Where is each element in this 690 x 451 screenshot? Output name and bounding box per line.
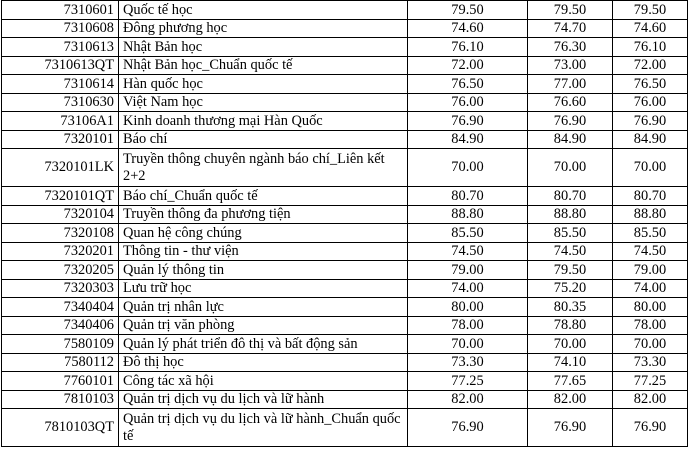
program-name: Nhật Bản học (119, 38, 408, 57)
program-code: 7320303 (2, 279, 119, 298)
program-name: Công tác xã hội (119, 372, 408, 391)
score-3: 77.25 (613, 372, 688, 391)
table-row (2, 298, 688, 317)
program-name: Lưu trữ học (119, 279, 408, 298)
score-1: 74.50 (408, 242, 528, 261)
score-3: 78.00 (613, 316, 688, 335)
score-1: 76.90 (408, 409, 528, 447)
score-3: 85.50 (613, 224, 688, 243)
score-1: 77.25 (408, 372, 528, 391)
program-name: Quan hệ công chúng (119, 224, 408, 243)
program-name: Truyền thông đa phương tiện (119, 205, 408, 224)
score-2: 77.65 (528, 372, 613, 391)
table-row (2, 56, 688, 75)
program-code: 7760101 (2, 372, 119, 391)
score-2: 79.50 (528, 261, 613, 280)
program-code: 7320101 (2, 130, 119, 149)
table-row (2, 149, 688, 187)
score-1: 84.90 (408, 130, 528, 149)
score-2: 77.00 (528, 75, 613, 94)
score-2: 76.90 (528, 112, 613, 131)
score-2: 76.90 (528, 409, 613, 447)
score-2: 76.60 (528, 93, 613, 112)
program-code: 7320101LK (2, 149, 119, 187)
score-2: 82.00 (528, 390, 613, 409)
program-name: Thông tin - thư viện (119, 242, 408, 261)
score-3: 79.50 (613, 1, 688, 20)
program-code: 7320104 (2, 205, 119, 224)
score-2: 74.10 (528, 353, 613, 372)
table-row (2, 112, 688, 131)
score-1: 80.00 (408, 298, 528, 317)
table-row (2, 224, 688, 243)
program-code: 7310630 (2, 93, 119, 112)
score-3: 76.00 (613, 93, 688, 112)
score-3: 88.80 (613, 205, 688, 224)
program-code: 7320108 (2, 224, 119, 243)
score-1: 76.90 (408, 112, 528, 131)
score-3: 76.90 (613, 409, 688, 447)
program-code: 7310613QT (2, 56, 119, 75)
score-3: 80.00 (613, 298, 688, 317)
table-row (2, 390, 688, 409)
table-row (2, 242, 688, 261)
score-1: 73.30 (408, 353, 528, 372)
table-row (2, 372, 688, 391)
score-2: 76.30 (528, 38, 613, 57)
table-row (2, 205, 688, 224)
program-name: Quản lý phát triển đô thị và bất động sản (119, 335, 408, 354)
score-3: 82.00 (613, 390, 688, 409)
program-name: Kinh doanh thương mại Hàn Quốc (119, 112, 408, 131)
program-name: Việt Nam học (119, 93, 408, 112)
score-3: 84.90 (613, 130, 688, 149)
score-3: 76.50 (613, 75, 688, 94)
program-code: 7310608 (2, 19, 119, 38)
program-code: 7310614 (2, 75, 119, 94)
program-name: Báo chí_Chuẩn quốc tế (119, 187, 408, 206)
score-2: 78.80 (528, 316, 613, 335)
program-code: 7340406 (2, 316, 119, 335)
table-row (2, 130, 688, 149)
score-2: 73.00 (528, 56, 613, 75)
score-2: 84.90 (528, 130, 613, 149)
table-row (2, 261, 688, 280)
program-code: 7320205 (2, 261, 119, 280)
score-1: 72.00 (408, 56, 528, 75)
score-2: 70.00 (528, 149, 613, 187)
score-1: 74.60 (408, 19, 528, 38)
table-body (2, 1, 688, 447)
program-name: Quản trị dịch vụ du lịch và lữ hành_Chuẩn quốc tế (119, 409, 408, 447)
program-name: Quản lý thông tin (119, 261, 408, 280)
program-name: Đô thị học (119, 353, 408, 372)
program-code: 7580109 (2, 335, 119, 354)
program-name: Báo chí (119, 130, 408, 149)
score-1: 76.50 (408, 75, 528, 94)
score-1: 74.00 (408, 279, 528, 298)
program-name: Nhật Bản học_Chuẩn quốc tế (119, 56, 408, 75)
program-code: 7320201 (2, 242, 119, 261)
score-3: 80.70 (613, 187, 688, 206)
score-2: 80.35 (528, 298, 613, 317)
program-name: Hàn quốc học (119, 75, 408, 94)
score-1: 76.10 (408, 38, 528, 57)
score-3: 73.30 (613, 353, 688, 372)
score-3: 72.00 (613, 56, 688, 75)
table-row (2, 279, 688, 298)
program-code: 73106A1 (2, 112, 119, 131)
table-row (2, 187, 688, 206)
score-2: 88.80 (528, 205, 613, 224)
score-1: 76.00 (408, 93, 528, 112)
program-name: Truyền thông chuyên ngành báo chí_Liên kết 2+2 (119, 149, 408, 187)
program-code: 7340404 (2, 298, 119, 317)
score-1: 70.00 (408, 335, 528, 354)
score-1: 82.00 (408, 390, 528, 409)
score-3: 74.50 (613, 242, 688, 261)
table-row (2, 19, 688, 38)
score-1: 78.00 (408, 316, 528, 335)
program-name: Quản trị dịch vụ du lịch và lữ hành (119, 390, 408, 409)
score-3: 70.00 (613, 335, 688, 354)
score-3: 70.00 (613, 149, 688, 187)
score-2: 80.70 (528, 187, 613, 206)
table-row (2, 1, 688, 20)
score-1: 79.00 (408, 261, 528, 280)
score-2: 75.20 (528, 279, 613, 298)
program-name: Quốc tế học (119, 1, 408, 20)
admission-scores-table (1, 0, 688, 447)
table-row (2, 409, 688, 447)
score-1: 80.70 (408, 187, 528, 206)
table-row (2, 93, 688, 112)
score-3: 74.60 (613, 19, 688, 38)
program-code: 7580112 (2, 353, 119, 372)
score-3: 74.00 (613, 279, 688, 298)
score-3: 79.00 (613, 261, 688, 280)
score-3: 76.10 (613, 38, 688, 57)
program-name: Đông phương học (119, 19, 408, 38)
table-row (2, 316, 688, 335)
score-1: 88.80 (408, 205, 528, 224)
program-code: 7310613 (2, 38, 119, 57)
score-2: 70.00 (528, 335, 613, 354)
program-code: 7810103QT (2, 409, 119, 447)
score-2: 74.50 (528, 242, 613, 261)
score-1: 70.00 (408, 149, 528, 187)
score-1: 79.50 (408, 1, 528, 20)
table-row (2, 353, 688, 372)
score-2: 79.50 (528, 1, 613, 20)
score-2: 85.50 (528, 224, 613, 243)
score-3: 76.90 (613, 112, 688, 131)
program-code: 7810103 (2, 390, 119, 409)
program-code: 7310601 (2, 1, 119, 20)
table-row (2, 75, 688, 94)
program-name: Quản trị văn phòng (119, 316, 408, 335)
program-code: 7320101QT (2, 187, 119, 206)
score-2: 74.70 (528, 19, 613, 38)
table-row (2, 38, 688, 57)
table-row (2, 335, 688, 354)
program-name: Quản trị nhân lực (119, 298, 408, 317)
score-1: 85.50 (408, 224, 528, 243)
